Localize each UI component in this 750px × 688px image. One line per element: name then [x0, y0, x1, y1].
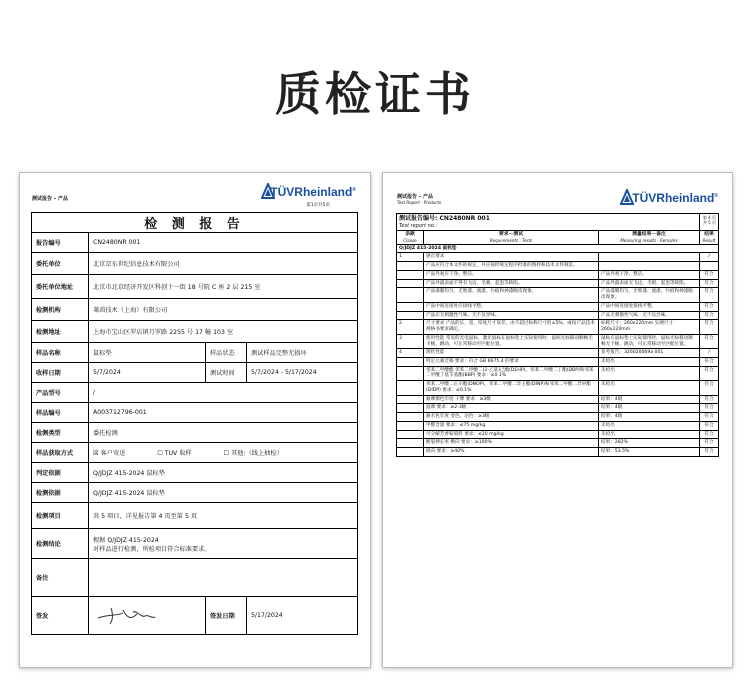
table-row: 收样日期 5/7/2024 测试时间 5/7/2024 - 5/17/2024	[32, 363, 358, 383]
table-row	[397, 253, 719, 262]
table-row	[397, 270, 719, 279]
table-row: 检测项目 共 5 项目，详见报告第 4 页至第 5 页	[32, 503, 358, 529]
cell-req: 产品外露表面不得有飞边、毛刺、起泡等缺陷。	[424, 279, 599, 288]
table-row: 产品型号 /	[32, 383, 358, 403]
cell-measure	[599, 262, 700, 271]
cell-req: 特定元素迁移 要求：符合 GB 6675.4 的要求	[424, 358, 599, 367]
cell-clause: 1	[397, 253, 424, 262]
page-info: 第 4 页 共 5 页	[700, 214, 719, 231]
cell-clause	[397, 413, 424, 422]
table-row	[397, 358, 719, 367]
table-row	[397, 413, 719, 422]
cell-clause: 4	[397, 349, 424, 358]
cell-clause	[397, 404, 424, 413]
cell-req: 断裂伸长率 横向 要求：≥100%	[424, 439, 599, 448]
cell-measure: 产品外露表面无飞边、毛刺、起泡等缺陷。	[599, 279, 700, 288]
cell-measure: 未检出	[599, 366, 700, 380]
sampling-option: ☐ TUV 取样	[157, 450, 192, 457]
signature	[89, 597, 206, 635]
cell-result: 符合	[700, 439, 719, 448]
cell-req: 产品漆膜均匀，无堆漆、流漆，污痕和掉漆脱皮现象。	[424, 288, 599, 302]
cell-measure: 标称尺寸：260x220mm 实测尺寸：260x220mm	[599, 320, 700, 334]
cell-clause	[397, 262, 424, 271]
cell-measure: 产品漆膜均匀，无堆漆、流漆，污痕和掉漆脱皮现象。	[599, 288, 700, 302]
cell-measure: 未检出	[599, 358, 700, 367]
cell-result: 符合	[700, 288, 719, 302]
cell-clause	[397, 421, 424, 430]
cell-result: 符合	[700, 279, 719, 288]
cell-result: 符合	[700, 302, 719, 311]
cell-clause	[397, 448, 424, 457]
cell-clause: 2	[397, 320, 424, 334]
report-header-label: 测试报告 – 产品 Test Report - Products	[397, 194, 442, 205]
cell-req: 耐摩擦色牢度 干摩 要求：≥3级	[424, 395, 599, 404]
brand-logo: TÜVRheinland®	[632, 191, 718, 205]
table-row: 委托单位地址 北京市北京经济开发区科创十一街 18 号院 C 座 2 层 215 室	[32, 275, 358, 299]
table-row	[397, 262, 719, 271]
table-row	[397, 302, 719, 311]
table-row	[397, 320, 719, 334]
table-row	[397, 381, 719, 395]
box-title: 检 测 报 告	[32, 213, 358, 233]
inspection-report-page-1	[19, 172, 371, 668]
table-row: 委托单位 北京京东世纪信息技术有限公司	[32, 253, 358, 275]
cell-measure: 产品无刺激性气味，无不良异味。	[599, 311, 700, 320]
cell-result: 符合	[700, 430, 719, 439]
cell-measure: 未检出	[599, 430, 700, 439]
cell-req: 产品外观应干净、整洁。	[424, 270, 599, 279]
table-row: 样品获取方式 ☒ 客户寄送 ☐ TUV 取样 ☐ 其他:（线上抽检）	[32, 443, 358, 463]
table-row: 检测结论 根据 Q/JDJZ 415-2024 对样品进行检测，所检项目符合标准要求。	[32, 529, 358, 559]
table-row: 样品名称 鼠标垫 样品状态 测试样品完整无损坏	[32, 343, 358, 363]
table-row: Q/JDJZ 415-2024 鼠标垫	[397, 244, 719, 253]
table-row	[397, 430, 719, 439]
cell-req: 感官要求	[424, 253, 599, 262]
cell-clause	[397, 381, 424, 395]
test-results-table	[396, 213, 719, 457]
cell-result: 符合	[700, 404, 719, 413]
test-results-page-4	[382, 172, 733, 668]
table-row: 检测依据 Q/JDJZ 415-2024 鼠标垫	[32, 483, 358, 503]
cell-result: 符合	[700, 334, 719, 348]
table-row	[397, 334, 719, 348]
cell-measure: 结果：4级	[599, 395, 700, 404]
table-row: 检测地址 上海市宝山区罗店镇月罗路 2255 号 17 幢 103 室	[32, 321, 358, 343]
cell-clause	[397, 302, 424, 311]
report-header-label: 测试报告 – 产品	[32, 196, 68, 202]
cell-req: 纵向 要求：≥40%	[424, 448, 599, 457]
cell-clause	[397, 395, 424, 404]
sampling-option: ☐ 其他:（线上抽检）	[223, 450, 283, 457]
cell-result: /	[700, 253, 719, 262]
table-row	[397, 279, 719, 288]
cell-clause	[397, 288, 424, 302]
table-row	[397, 448, 719, 457]
report-title: 测试报告编号: CN2480NR 001 Test report no.:	[397, 214, 700, 231]
cell-measure: 结果：4级	[599, 413, 700, 422]
table-row: 报告编号 CN2480NR 001	[32, 233, 358, 253]
cell-result: 符合	[700, 366, 719, 380]
table-row	[397, 395, 719, 404]
table-row: 检测机构 莱茵技术（上海）有限公司	[32, 299, 358, 321]
table-row: 样品编号 A003712796-001	[32, 403, 358, 423]
table-row	[397, 404, 719, 413]
cell-req: 邻苯二甲酸酯 邻苯二甲酸二(2-乙基)己酯(DEHP)、邻苯二甲酸二丁酯(DBP)和邻苯二甲酸丁基苄基酯(BBP) 要求：≤0.1%	[424, 366, 599, 380]
cell-req: 可分解芳香胺染料 要求：≤20 mg/kg	[424, 430, 599, 439]
sampling-option: ☒ 客户寄送	[93, 450, 126, 457]
table-row	[397, 349, 719, 358]
cell-req: 尺寸要求 产品的长、宽，厚度尺寸误差，由不超过标称尺寸的±5%，或按产品技术规格书要求确定。	[424, 320, 599, 334]
cell-clause	[397, 270, 424, 279]
cell-result: 符合	[700, 395, 719, 404]
cell-measure: 鼠标在鼠标垫上实际使用时，鼠标光标移动顺畅无卡顿、跳动，可正常移动至匹配位置。	[599, 334, 700, 348]
cell-result: 符合	[700, 413, 719, 422]
cell-result: /	[700, 349, 719, 358]
table-row: 签发 签发日期 5/17/2024	[32, 597, 358, 635]
table-row	[397, 288, 719, 302]
cell-measure	[599, 253, 700, 262]
cell-measure: 未检出	[599, 421, 700, 430]
cell-clause: 3	[397, 334, 424, 348]
cell-req: 湿摩 要求：≥2-3级	[424, 404, 599, 413]
table-header-row: 条款 Clause 要求－测试 Requirements - Tests 测量结果－备注 Measuring results - Remarks 结果 Result	[397, 230, 719, 244]
cell-measure: 参考报告：326020069a 001	[599, 349, 700, 358]
cell-measure: 产品外观干净、整洁。	[599, 270, 700, 279]
cell-clause	[397, 311, 424, 320]
cell-result	[700, 262, 719, 271]
cell-result: 符合	[700, 311, 719, 320]
cell-measure: 结果：53.5%	[599, 448, 700, 457]
cell-req: 甲醛含量 要求：≤75 mg/kg	[424, 421, 599, 430]
cell-clause	[397, 430, 424, 439]
cell-req: 产品应无刺激性气味，无不良异味。	[424, 311, 599, 320]
cell-measure: 结果：282%	[599, 439, 700, 448]
signature-icon	[93, 604, 163, 626]
cell-result: 符合	[700, 448, 719, 457]
cell-clause	[397, 279, 424, 288]
cell-clause	[397, 366, 424, 380]
table-row: 检测类型 委托检测	[32, 423, 358, 443]
table-row	[397, 311, 719, 320]
cell-result: 符合	[700, 358, 719, 367]
page-heading: 质检证书	[275, 67, 475, 121]
table-row	[397, 366, 719, 380]
cell-req: 使用性能 常见的光电鼠标、激光鼠标在鼠标垫上实际使用时，鼠标光标移动顺畅无卡顿、跳动，可正常移动至匹配位置。	[424, 334, 599, 348]
cell-clause	[397, 439, 424, 448]
cell-result: 符合	[700, 421, 719, 430]
cell-measure: 未检出	[599, 381, 700, 395]
cell-result: 符合	[700, 381, 719, 395]
cell-result: 符合	[700, 270, 719, 279]
table-row	[397, 439, 719, 448]
table-row	[397, 421, 719, 430]
report-summary-table	[31, 212, 358, 635]
cell-req: 理化性能	[424, 349, 599, 358]
cell-measure: 产品中间连接处接线平整。	[599, 302, 700, 311]
cell-req: 产品中间连接处应接线平整。	[424, 302, 599, 311]
cell-req: 产品应符合本文件的规定，并应按经规定程序批准的图样和技术文件制造。	[424, 262, 599, 271]
cell-req: 邻苯二甲酸二正辛酯(DNOP)、邻苯二甲酸二异壬酯(DINP)和邻苯二甲酸二异癸酯(DIDP) 要求：≤0.1%	[424, 381, 599, 395]
cell-req: 耐水色牢度 变色、沾色：≥3级	[424, 413, 599, 422]
brand-logo: TÜVRheinland®	[270, 185, 356, 199]
cell-clause	[397, 358, 424, 367]
cell-result: 符合	[700, 320, 719, 334]
cell-measure: 结果：4级	[599, 404, 700, 413]
page-info: 第1页共5页	[306, 203, 330, 208]
table-row: 判定依据 Q/JDJZ 415-2024 鼠标垫	[32, 463, 358, 483]
table-row: 备注	[32, 559, 358, 597]
